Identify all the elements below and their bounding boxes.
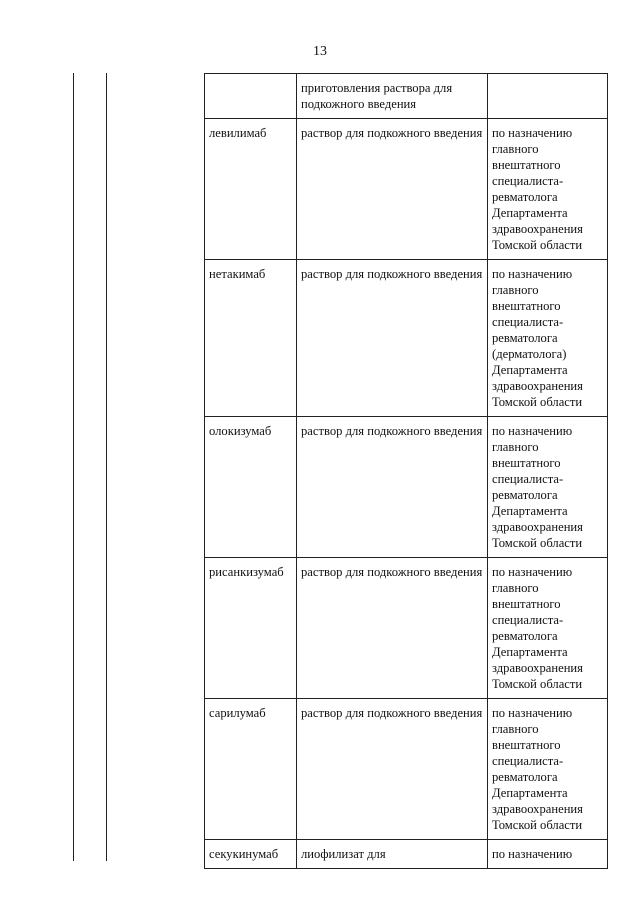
table-row	[205, 119, 608, 260]
drug-name-cell: олокизумаб	[205, 417, 297, 558]
drug-name-cell: левилимаб	[205, 119, 297, 260]
drug-name-cell	[205, 74, 297, 119]
table-row-continuation	[205, 74, 608, 119]
condition-cell: по назначению главного внештатного специалиста-ревматолога Департамента здравоохранения Томской области	[488, 417, 608, 558]
drug-table	[204, 73, 608, 869]
drug-name-cell: сарилумаб	[205, 699, 297, 840]
table-row	[205, 558, 608, 699]
condition-cell: по назначению главного внештатного специалиста-ревматолога (дерматолога) Департамента здравоохранения Томской области	[488, 260, 608, 417]
condition-cell: по назначению главного внештатного специалиста-ревматолога Департамента здравоохранения Томской области	[488, 558, 608, 699]
dosage-form-cell: лиофилизат для	[297, 840, 488, 869]
condition-cell: по назначению	[488, 840, 608, 869]
table-row	[205, 417, 608, 558]
condition-cell	[488, 74, 608, 119]
drug-name-cell: секукинумаб	[205, 840, 297, 869]
dosage-form-cell: раствор для подкожного введения	[297, 558, 488, 699]
dosage-form-cell: раствор для подкожного введения	[297, 260, 488, 417]
condition-cell: по назначению главного внештатного специалиста-ревматолога Департамента здравоохранения Томской области	[488, 699, 608, 840]
dosage-form-cell: раствор для подкожного введения	[297, 699, 488, 840]
left-column-border-1	[73, 73, 74, 861]
page-number: 13	[313, 44, 327, 59]
drug-name-cell: рисанкизумаб	[205, 558, 297, 699]
condition-cell: по назначению главного внештатного специалиста-ревматолога Департамента здравоохранения Томской области	[488, 119, 608, 260]
table-row	[205, 699, 608, 840]
left-column-border-2	[106, 73, 107, 861]
table-row	[205, 260, 608, 417]
dosage-form-cell: раствор для подкожного введения	[297, 417, 488, 558]
dosage-form-cell: приготовления раствора для подкожного введения	[297, 74, 488, 119]
dosage-form-cell: раствор для подкожного введения	[297, 119, 488, 260]
drug-name-cell: нетакимаб	[205, 260, 297, 417]
table-row	[205, 840, 608, 869]
